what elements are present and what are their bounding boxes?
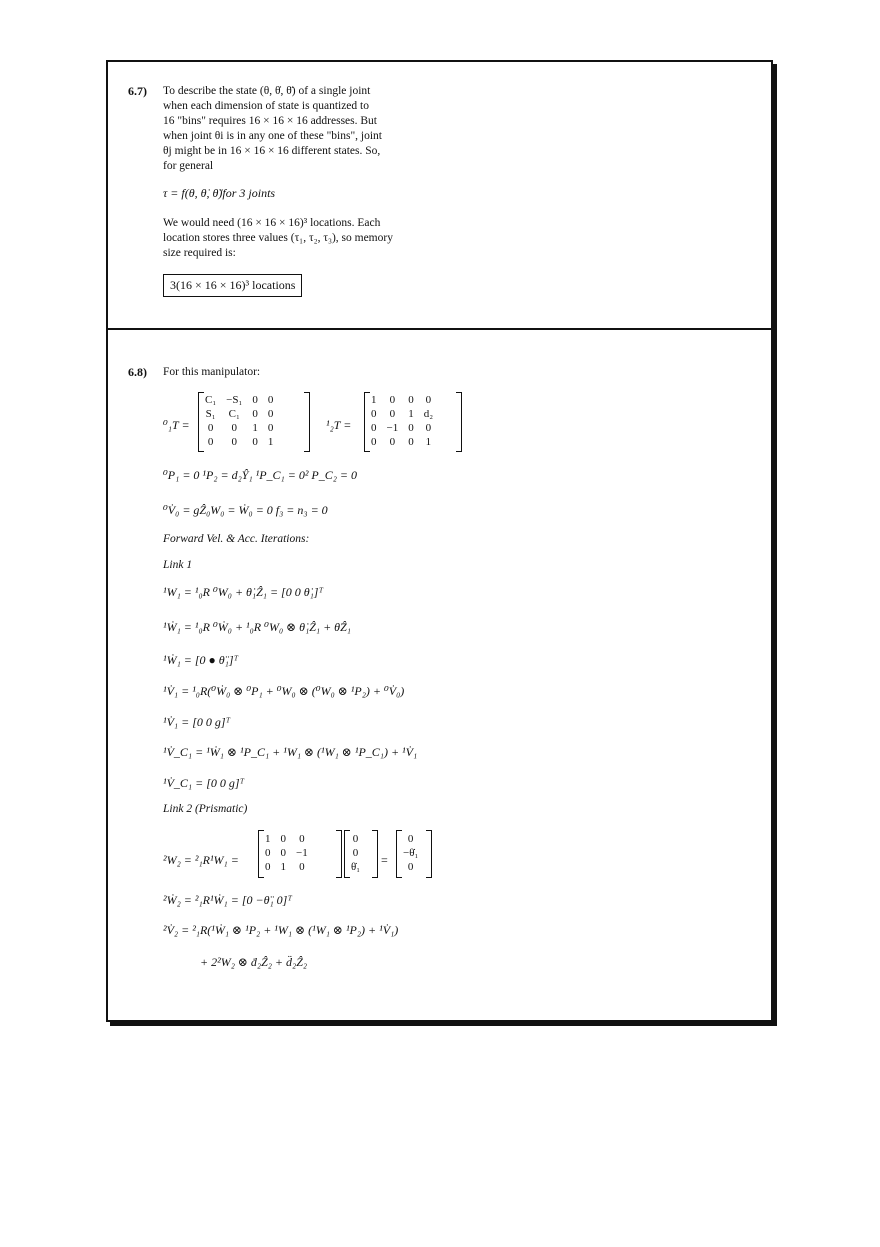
problem-6-7-panel xyxy=(106,60,773,332)
matrix-cell: 0 xyxy=(389,436,396,448)
matrix-row xyxy=(366,421,438,435)
matrix-cell: 0 xyxy=(299,833,305,845)
matrix-cell: 0 xyxy=(299,861,305,873)
matrix-bracket-right xyxy=(456,392,462,452)
matrix-cell: 0 xyxy=(389,408,396,420)
matrix-row xyxy=(200,393,278,407)
matrix-cell: 0 xyxy=(408,422,414,434)
matrix-cell: 0 xyxy=(267,408,274,420)
matrix-row xyxy=(346,860,365,874)
matrix-cell: 1 xyxy=(252,422,258,434)
intro-line: To describe the state (θ, θ̇, θ̈) of a single joint xyxy=(163,85,371,97)
matrix-cell: 1 xyxy=(371,394,377,406)
matrix-cell: 0 xyxy=(252,394,258,406)
matrix-cell: 0 xyxy=(267,394,274,406)
matrix-cell: 1 xyxy=(425,436,432,448)
matrix-row xyxy=(200,407,278,421)
problem-intro: For this manipulator: xyxy=(163,366,261,378)
vector-result xyxy=(398,832,423,874)
matrix-cell: 1 xyxy=(280,861,286,873)
body-line: location stores three values (τ₁, τ₂, τ₃), so memory xyxy=(163,232,393,244)
matrix-cell: −θ̇₁ xyxy=(403,847,419,859)
matrix-cell: 0 xyxy=(389,394,396,406)
matrix-cell: C₁ xyxy=(228,408,240,420)
matrix-row xyxy=(346,846,365,860)
matrix-cell: 0 xyxy=(407,833,414,845)
matrix-cell: 0 xyxy=(371,422,377,434)
problem-6-8-panel xyxy=(106,328,773,1022)
matrix-cell: −1 xyxy=(386,422,399,434)
matrix-T12 xyxy=(366,393,438,449)
matrix-cell: 0 xyxy=(352,833,359,845)
problem-intro xyxy=(163,84,428,174)
matrix-cell: 0 xyxy=(425,422,432,434)
matrix-cell: 0 xyxy=(407,861,414,873)
matrix-bracket-right xyxy=(336,830,342,878)
link2-W2-label: ²W₂ = ²₁R¹W₁ = xyxy=(163,853,239,867)
vector-theta-dot xyxy=(346,832,365,874)
matrix-cell: C₁ xyxy=(205,394,217,406)
initial-conditions-equation: ⁰V̇₀ = gẐ₀W₀ = Ẇ₀ = 0 f₃ = n₃ = 0 xyxy=(163,503,328,517)
link1-equation: ¹V̇_C₁ = ¹Ẇ₁ ⊗ ¹P_C₁ + ¹W₁ ⊗ (¹W₁ ⊗ ¹P_C₁) + ¹V̇₁ xyxy=(163,745,418,759)
vector-bracket-right xyxy=(372,830,378,878)
matrix-cell: 0 xyxy=(280,833,286,845)
matrix-cell: 0 xyxy=(408,436,414,448)
intro-line: 16 "bins" requires 16 × 16 × 16 addresses. But xyxy=(163,115,378,127)
intro-line: θj might be in 16 × 16 × 16 different states. So, xyxy=(163,145,381,157)
matrix-cell: 0 xyxy=(371,408,377,420)
link2-equation: ²V̇₂ = ²₁R(¹Ẇ₁ ⊗ ¹P₂ + ¹W₁ ⊗ (¹W₁ ⊗ ¹P₂) + ¹V̇₁) xyxy=(163,923,399,937)
intro-line: when each dimension of state is quantized to xyxy=(163,100,369,112)
matrix-row xyxy=(398,860,423,874)
matrix-row xyxy=(200,435,278,449)
matrix-row xyxy=(346,832,365,846)
vector-bracket-right xyxy=(426,830,432,878)
matrix-cell: S₁ xyxy=(205,408,216,420)
torque-equation: τ = f(θ, θ̇, θ̈)for 3 joints xyxy=(163,186,276,200)
matrix-row xyxy=(260,846,313,860)
matrix-row xyxy=(366,393,438,407)
problem-body xyxy=(163,216,443,261)
matrix-cell: 0 xyxy=(252,408,258,420)
matrix-cell: 1 xyxy=(408,408,414,420)
matrix-cell: 0 xyxy=(207,422,214,434)
matrix-cell: 0 xyxy=(408,394,414,406)
matrix-cell: 0 xyxy=(207,436,214,448)
matrix-row xyxy=(260,860,313,874)
matrix-cell: 0 xyxy=(425,394,432,406)
matrix-bracket-right xyxy=(304,392,310,452)
link2-equation: ²Ẇ₂ = ²₁R¹Ẇ₁ = [0 −θ̈₁ 0]ᵀ xyxy=(163,893,292,907)
link2-equation-continued: + 2²W₂ ⊗ ḋ₂Ẑ₂ + d̈₂Ẑ₂ xyxy=(200,955,308,969)
matrix-cell: 0 xyxy=(265,861,271,873)
matrix-cell: 0 xyxy=(252,436,258,448)
rotation-matrix-R xyxy=(260,832,313,874)
matrix-cell: −1 xyxy=(296,847,308,859)
matrix-row xyxy=(200,421,278,435)
equals-sign: = xyxy=(381,853,388,867)
matrix-row xyxy=(260,832,313,846)
matrix-cell: 1 xyxy=(265,833,271,845)
matrix-cell: 0 xyxy=(265,847,271,859)
matrix-row xyxy=(398,832,423,846)
intro-line: when joint θi is in any one of these "bins", joint xyxy=(163,130,382,142)
matrix-cell: 0 xyxy=(231,436,237,448)
matrix-cell: −S₁ xyxy=(226,394,243,406)
link1-equation: ¹Ẇ₁ = [0 ● θ̈₁]ᵀ xyxy=(163,653,239,667)
intro-line: for general xyxy=(163,160,214,172)
matrix-row xyxy=(398,846,423,860)
matrix-cell: 0 xyxy=(267,422,274,434)
matrix-cell: 0 xyxy=(231,422,237,434)
body-line: We would need (16 × 16 × 16)³ locations. Each xyxy=(163,217,381,229)
link1-equation: ¹W₁ = ¹₀R ⁰W₀ + θ̇₁Ẑ₁ = [0 0 θ̇₁]ᵀ xyxy=(163,585,324,599)
matrix-row xyxy=(366,435,438,449)
matrix-cell: 0 xyxy=(280,847,286,859)
matrix-cell: 0 xyxy=(352,847,359,859)
link1-equation: ¹Ẇ₁ = ¹₀R ⁰Ẇ₀ + ¹₀R ⁰W₀ ⊗ θ̇₁Ẑ₁ + θ̈Ẑ₁ xyxy=(163,620,351,634)
matrix-label-T01: ⁰₁T = xyxy=(163,418,190,432)
heading-link-2: Link 2 (Prismatic) xyxy=(163,803,248,815)
matrix-row xyxy=(366,407,438,421)
problem-number: 6.8) xyxy=(128,365,147,379)
heading-link-1: Link 1 xyxy=(163,559,193,571)
matrix-cell: 0 xyxy=(371,436,377,448)
link1-equation: ¹V̇₁ = [0 0 g]ᵀ xyxy=(163,715,231,729)
heading-forward-iterations: Forward Vel. & Acc. Iterations: xyxy=(163,533,310,545)
body-line: size required is: xyxy=(163,247,236,259)
boxed-answer: 3(16 × 16 × 16)³ locations xyxy=(163,274,302,297)
link1-equation: ¹V̇_C₁ = [0 0 g]ᵀ xyxy=(163,776,245,790)
matrix-T01 xyxy=(200,393,278,449)
matrix-cell: d₂ xyxy=(423,408,434,420)
position-equation: ⁰P₁ = 0 ¹P₂ = d₂Ŷ₁ ¹P_C₁ = 0² P_C₂ = 0 xyxy=(163,468,358,482)
problem-number: 6.7) xyxy=(128,84,147,98)
matrix-label-T12: ¹₂T = xyxy=(326,418,352,432)
matrix-cell: θ̇₁ xyxy=(351,861,361,873)
matrix-cell: 1 xyxy=(267,436,274,448)
link1-equation: ¹V̇₁ = ¹₀R(⁰Ẇ₀ ⊗ ⁰P₁ + ⁰W₀ ⊗ (⁰W₀ ⊗ ¹P₂) + ⁰V̇₀) xyxy=(163,684,405,698)
